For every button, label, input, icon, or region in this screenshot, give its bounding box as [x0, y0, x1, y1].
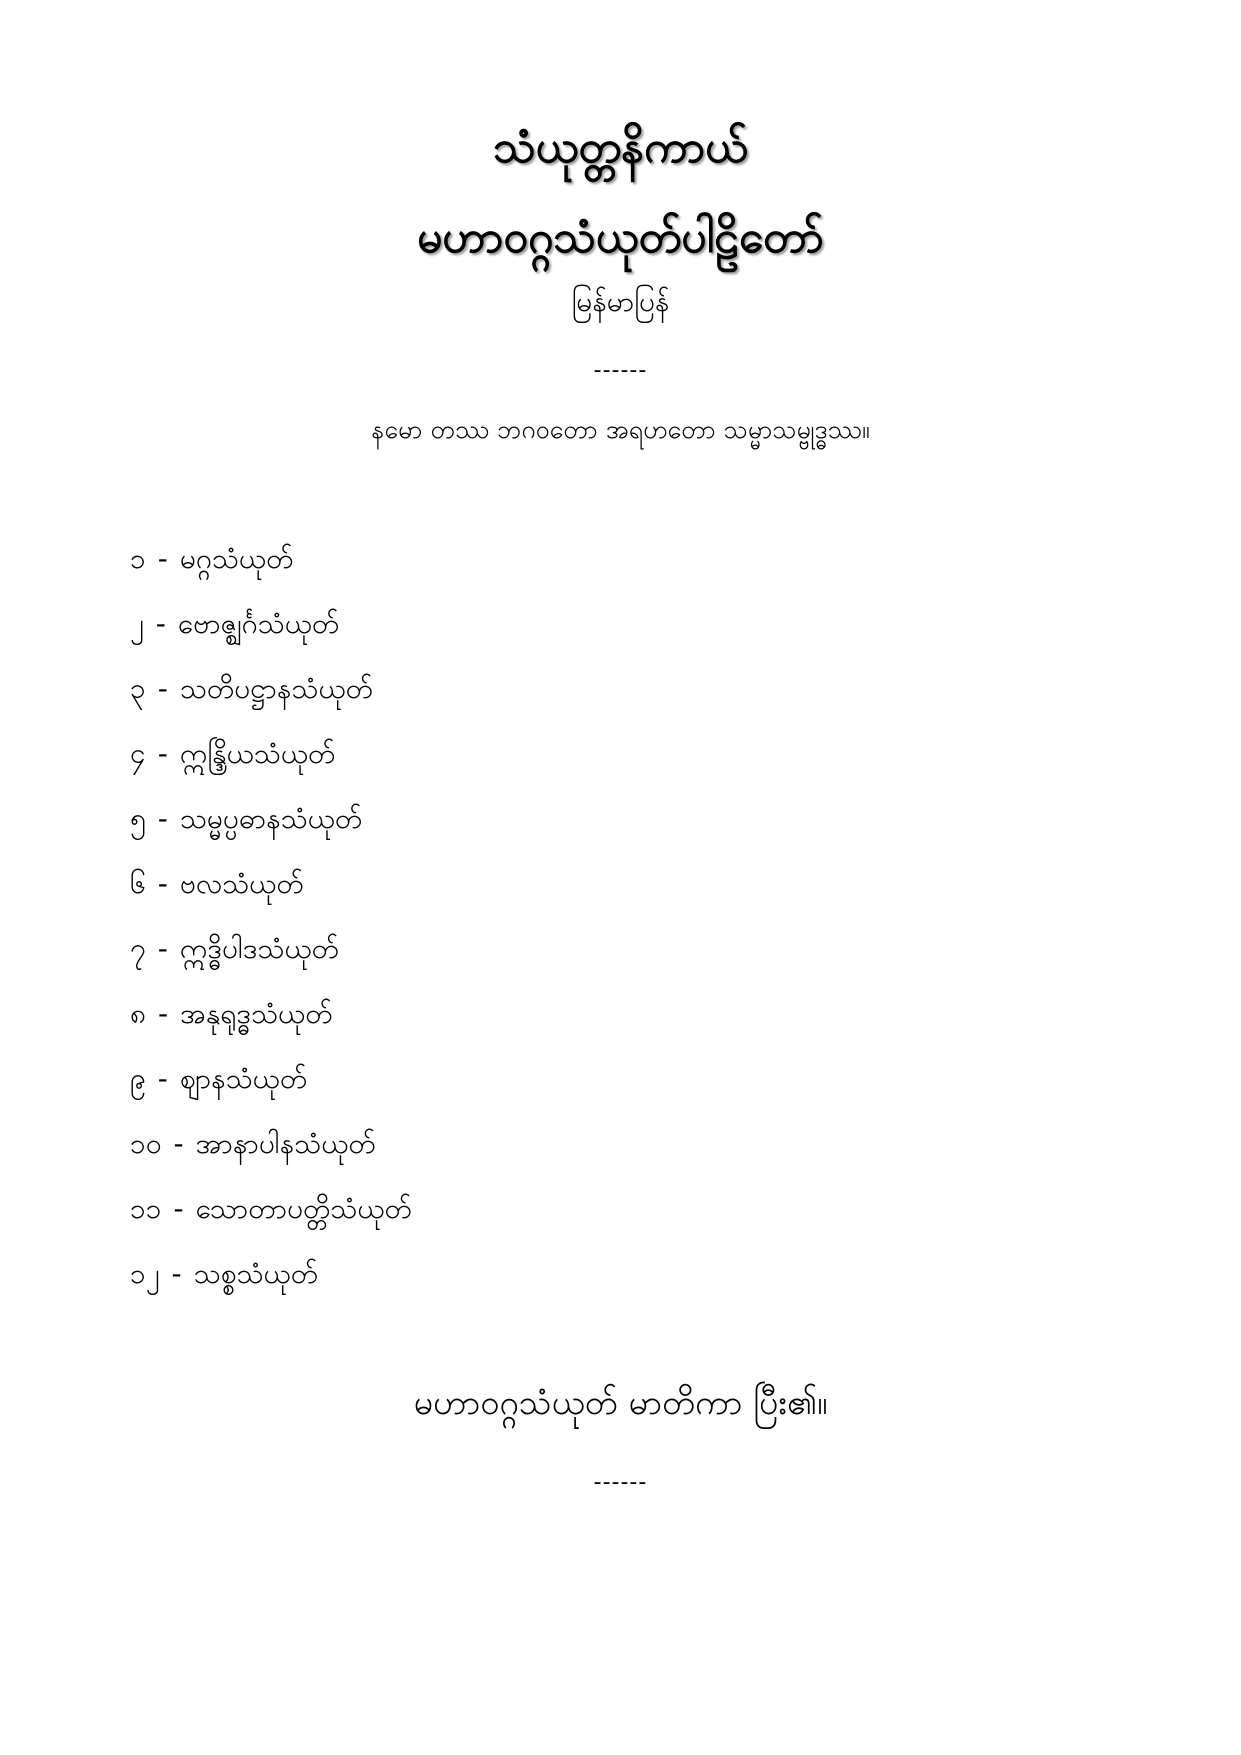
list-item-dash: - — [173, 1192, 184, 1225]
list-item-number: ၇ — [130, 932, 146, 965]
list-item — [130, 667, 412, 732]
list-item-label: ဣန္ဒြိယသံယုတ် — [179, 737, 336, 770]
list-item-number: ၂ — [130, 607, 144, 640]
list-item-number: ၆ — [130, 867, 146, 900]
list-item-dash: - — [157, 932, 168, 965]
list-item-number: ၄ — [130, 737, 146, 770]
list-item — [130, 927, 412, 992]
list-item-label: သမ္မပ္ပဓာနသံယုတ် — [179, 802, 363, 835]
translation-label: မြန်မာပြန် — [571, 285, 670, 318]
list-item — [130, 862, 412, 927]
list-item-label: ဗလသံယုတ် — [179, 867, 304, 900]
list-item — [130, 1187, 412, 1252]
list-item-number: ၅ — [130, 802, 146, 835]
separator: ------ — [593, 358, 648, 383]
list-item-dash: - — [157, 737, 168, 770]
page-subtitle-pali: မဟာဝဂ္ဂသံယုတ်ပါဠိတော် — [417, 212, 824, 263]
list-item-dash: - — [157, 802, 168, 835]
list-item-number: ၈ — [130, 997, 146, 1030]
list-item — [130, 1057, 412, 1122]
list-item — [130, 1252, 412, 1317]
list-item-label: ဗောဇ္ဈင်္ဂသံယုတ် — [177, 607, 340, 640]
list-item-dash: - — [155, 607, 166, 640]
list-item-number: ၃ — [130, 672, 146, 705]
list-item-number: ၁၂ — [130, 1257, 160, 1290]
list-item-dash: - — [157, 1062, 168, 1095]
footer-separator: ------ — [593, 1470, 648, 1495]
list-item — [130, 1122, 412, 1187]
table-of-contents — [130, 537, 412, 1317]
list-item — [130, 732, 412, 797]
list-item — [130, 992, 412, 1057]
list-item-number: ၁၀ — [130, 1127, 162, 1160]
list-item-dash: - — [158, 997, 169, 1030]
list-item-label: မဂ္ဂသံယုတ် — [179, 542, 294, 575]
list-item — [130, 537, 412, 602]
list-item-label: သတိပဋ္ဌာနသံယုတ် — [179, 672, 373, 705]
list-item-dash: - — [157, 672, 168, 705]
list-item — [130, 602, 412, 667]
list-item-dash: - — [173, 1127, 184, 1160]
list-item-dash: - — [157, 867, 168, 900]
list-item-label: အာနာပါနသံယုတ် — [195, 1127, 376, 1160]
homage-line: နမော တဿ ဘဂဝတော အရဟတော သမ္မာသမ္ဗုဒ္ဓဿ။ — [371, 415, 870, 444]
page-title: သံယုတ္တနိကာယ် — [493, 122, 748, 173]
list-item-number: ၁၁ — [130, 1192, 162, 1225]
list-item-dash: - — [171, 1257, 182, 1290]
list-item-label: အနုရုဒ္ဓသံယုတ် — [180, 997, 333, 1030]
list-item-number: ၉ — [130, 1062, 146, 1095]
list-item — [130, 797, 412, 862]
list-item-dash: - — [157, 542, 168, 575]
list-item-number: ၁ — [130, 542, 146, 575]
list-item-label: သောတာပတ္တိသံယုတ် — [195, 1192, 412, 1225]
closing-line: မဟာဝဂ္ဂသံယုတ် မာတိကာ ပြီး၏။ — [413, 1383, 828, 1423]
list-item-label: ဈာနသံယုတ် — [179, 1062, 308, 1095]
list-item-label: သစ္စသံယုတ် — [193, 1257, 318, 1290]
list-item-label: ဣဒ္ဓိပါဒသံယုတ် — [179, 932, 339, 965]
